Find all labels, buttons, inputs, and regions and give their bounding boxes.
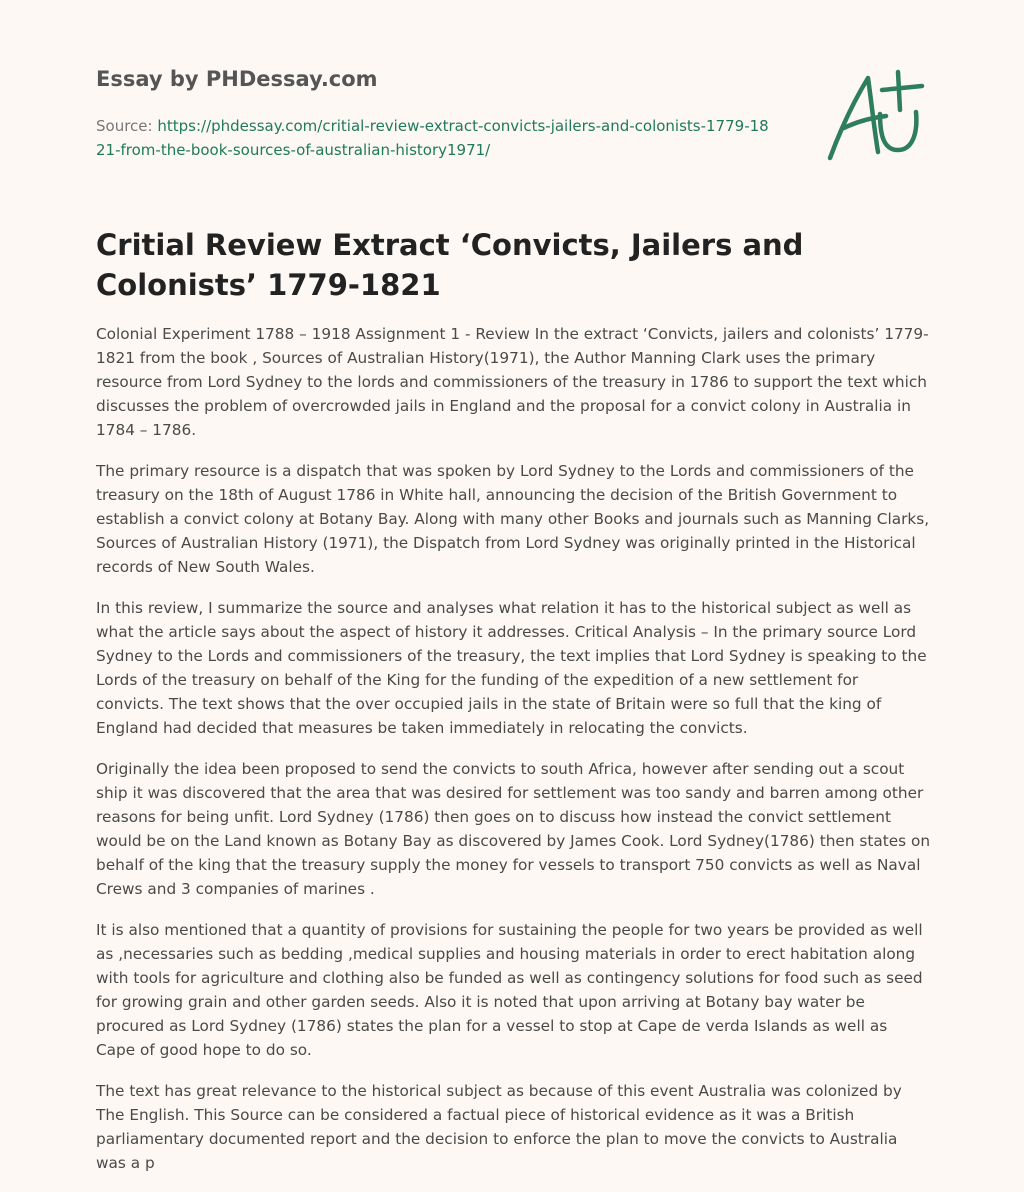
essay-paragraph: The primary resource is a dispatch that was spoken by Lord Sydney to the Lords and commissioners of the treasury on the 18th of August 1786 in White hall, announcing the decision of the British Government to establish a convict colony at Botany Bay. Along with many other Books and journals such as Manning Clarks, Sources of Australian History (1971), the Dispatch from Lord Sydney was originally printed in the Historical records of New South Wales. xyxy=(96,462,930,576)
source-label: Source: xyxy=(96,117,153,135)
essay-paragraph: In this review, I summarize the source and analyses what relation it has to the historical subject as well as what the article says about the aspect of history it addresses. Critical Analysis – In the primary source Lord Sydney to the Lords and commissioners of the treasury, the text implies that Lord Sydney is speaking to the Lords of the treasury on behalf of the King for the funding of the expedition of a new settlement for convicts. The text shows that the over occupied jails in the state of Britain were so full that the king of England had decided that measures be taken immediately in relocating the convicts. xyxy=(96,599,927,737)
essay-paragraph: It is also mentioned that a quantity of provisions for sustaining the people for two years be provided as well as ,necessaries such as bedding ,medical supplies and housing materials in order to erect habitation along with tools for agriculture and clothing also be funded as well as contingency solutions for food such as seed for growing grain and other garden seeds. Also it is noted that upon arriving at Botany bay water be procured as Lord Sydney (1786) states the plan for a vessel to stop at Cape de verda Islands as well as Cape of good hope to do so. xyxy=(96,921,923,1059)
site-brand: Essay by PHDessay.com xyxy=(96,67,378,91)
a-plus-grade-icon xyxy=(818,66,930,166)
source-line xyxy=(96,114,776,162)
essay-paragraph: Colonial Experiment 1788 – 1918 Assignment 1 - Review In the extract ‘Convicts, jailers and colonists’ 1779-1821 from the book , Sources of Australian History(1971), the Author Manning Clark uses the primary resource from Lord Sydney to the lords and commissioners of the treasury in 1786 to support the text which discusses the problem of overcrowded jails in England and the proposal for a convict colony in Australia in 1784 – 1786. xyxy=(96,325,929,439)
page-header xyxy=(96,64,796,162)
essay-paragraph: Originally the idea been proposed to send the convicts to south Africa, however after sending out a scout ship it was discovered that the area that was desired for settlement was too sandy and barren among other reasons for being unfit. Lord Sydney (1786) then goes on to discuss how instead the convict settlement would be on the Land known as Botany Bay as discovered by James Cook. Lord Sydney(1786) then states on behalf of the king that the treasury supply the money for vessels to transport 750 convicts as well as Naval Crews and 3 companies of marines . xyxy=(96,760,931,898)
source-link[interactable]: https://phdessay.com/critial-review-extract-convicts-jailers-and-colonists-1779-1821-from-the-book-sources-of-australian-history1971/ xyxy=(96,117,769,159)
essay-paragraph: The text has great relevance to the historical subject as because of this event Australia was colonized by The English. This Source can be considered a factual piece of historical evidence as it was a British parliamentary documented report and the decision to enforce the plan to move the convicts to Australia was a p xyxy=(96,1082,902,1172)
essay-title: Critial Review Extract ‘Convicts, Jailers and Colonists’ 1779-1821 xyxy=(96,228,804,302)
essay-body xyxy=(96,322,931,1192)
